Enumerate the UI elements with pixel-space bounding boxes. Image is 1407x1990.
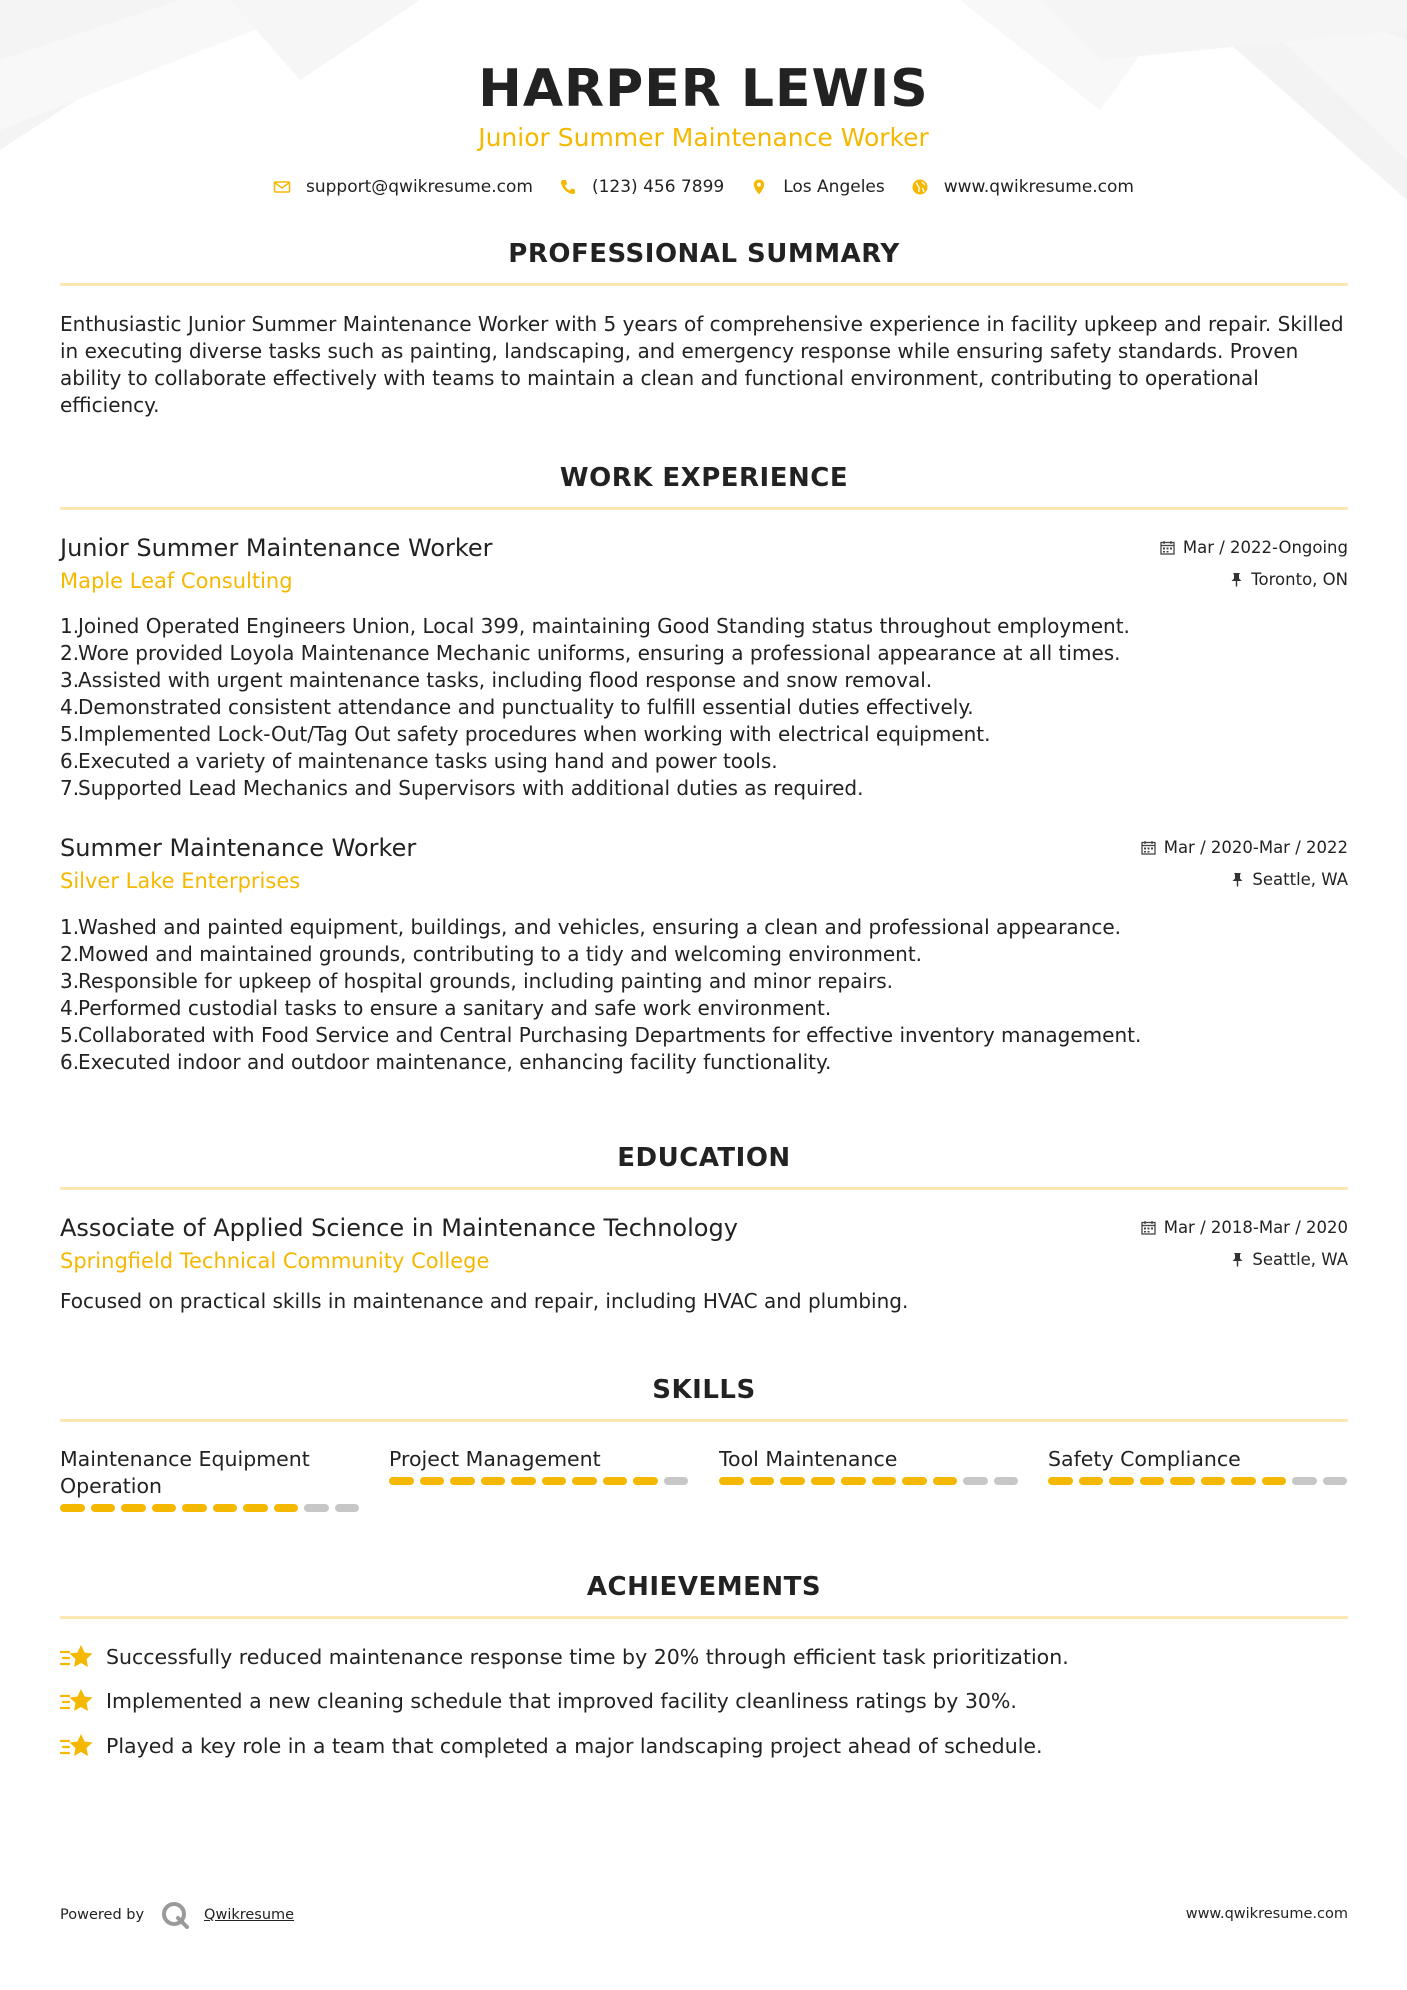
skills-divider — [60, 1419, 1348, 1422]
skill-segment-filled — [933, 1477, 958, 1485]
list-item: 4. Demonstrated consistent attendance and punctuality to fulfill essential duties effectively. — [60, 695, 974, 719]
job-location-text: Seattle, WA — [1252, 870, 1348, 889]
star-icon — [60, 1731, 94, 1761]
skill-segment-filled — [121, 1504, 146, 1512]
job-date — [1141, 838, 1348, 857]
achievement-text: Successfully reduced maintenance response time by 20% through efficient task prioritization. — [106, 1645, 1069, 1669]
skill-segment-filled — [542, 1477, 567, 1485]
education-description: Focused on practical skills in maintenance and repair, including HVAC and plumbing. — [60, 1289, 909, 1313]
skill-level-bar — [1048, 1477, 1348, 1485]
skill-segment-filled — [182, 1504, 207, 1512]
degree-title: Associate of Applied Science in Maintenance Technology — [60, 1214, 738, 1242]
phone-icon — [559, 178, 577, 196]
achievement-item — [60, 1686, 1348, 1716]
candidate-name: HARPER LEWIS — [478, 59, 929, 119]
list-item: 5. Implemented Lock-Out/Tag Out safety procedures when working with electrical equipment. — [60, 722, 991, 746]
skill-segment-empty — [664, 1477, 689, 1485]
list-item: 6. Executed indoor and outdoor maintenance, enhancing facility functionality. — [60, 1050, 832, 1074]
list-item: 5. Collaborated with Food Service and Central Purchasing Departments for effective inventory management. — [60, 1023, 1142, 1047]
calendar-icon — [1141, 840, 1156, 855]
powered-by-label: Powered by — [60, 1907, 145, 1923]
skills-heading: SKILLS — [652, 1375, 756, 1405]
skill-level-bar — [719, 1477, 1019, 1485]
achievement-text: Implemented a new cleaning schedule that improved facility cleanliness ratings by 30%. — [106, 1689, 1017, 1713]
location-text: Los Angeles — [783, 177, 885, 197]
contact-email[interactable] — [273, 177, 533, 197]
skill-item — [719, 1446, 1019, 1485]
skill-item — [389, 1446, 689, 1485]
job-date-text: Mar / 2022-Ongoing — [1182, 538, 1348, 557]
skill-segment-filled — [243, 1504, 268, 1512]
education-divider — [60, 1187, 1348, 1190]
skill-segment-empty — [1292, 1477, 1317, 1485]
skill-label: Maintenance Equipment Operation — [60, 1447, 310, 1498]
skill-segment-empty — [304, 1504, 329, 1512]
education-location-text: Seattle, WA — [1252, 1250, 1348, 1269]
job-entry-header — [60, 534, 1348, 594]
skill-segment-filled — [389, 1477, 414, 1485]
skill-segment-empty — [963, 1477, 988, 1485]
skill-segment-filled — [152, 1504, 177, 1512]
pushpin-icon — [1231, 1252, 1244, 1267]
skill-segment-filled — [1140, 1477, 1165, 1485]
skill-segment-empty — [1323, 1477, 1348, 1485]
achievement-item — [60, 1642, 1348, 1672]
pushpin-icon — [1231, 872, 1244, 887]
school-name: Springfield Technical Community College — [60, 1249, 490, 1273]
skill-segment-filled — [841, 1477, 866, 1485]
education-heading: EDUCATION — [617, 1143, 791, 1173]
skill-segment-filled — [1262, 1477, 1287, 1485]
education-entry-header — [60, 1214, 1348, 1274]
footer-powered-by — [60, 1900, 294, 1930]
skill-segment-filled — [902, 1477, 927, 1485]
achievements-divider — [60, 1616, 1348, 1619]
achievement-text: Played a key role in a team that completed a major landscaping project ahead of schedule. — [106, 1734, 1043, 1758]
envelope-icon — [273, 178, 291, 196]
skill-segment-filled — [60, 1504, 85, 1512]
job-date-text: Mar / 2020-Mar / 2022 — [1163, 838, 1348, 857]
job-title: Junior Summer Maintenance Worker — [60, 534, 493, 562]
phone-text: (123) 456 7899 — [591, 177, 725, 197]
job-location-text: Toronto, ON — [1251, 570, 1348, 589]
skills-grid — [60, 1446, 1348, 1526]
summary-divider — [60, 283, 1348, 286]
calendar-icon — [1160, 540, 1175, 555]
star-icon — [60, 1686, 94, 1716]
job-duties-list — [60, 914, 1350, 1076]
star-icon — [60, 1642, 94, 1672]
job-location — [1231, 870, 1348, 889]
education-date-text: Mar / 2018-Mar / 2020 — [1163, 1218, 1348, 1237]
contact-location — [750, 177, 885, 197]
skill-item — [1048, 1446, 1348, 1485]
skill-segment-filled — [872, 1477, 897, 1485]
skill-segment-filled — [572, 1477, 597, 1485]
list-item: 7. Supported Lead Mechanics and Supervisors with additional duties as required. — [60, 776, 864, 800]
skill-item — [60, 1446, 360, 1512]
education-date — [1141, 1218, 1348, 1237]
footer-website[interactable]: www.qwikresume.com — [1185, 1906, 1348, 1922]
experience-heading: WORK EXPERIENCE — [559, 463, 849, 493]
skill-label: Safety Compliance — [1048, 1447, 1241, 1471]
skill-segment-filled — [603, 1477, 628, 1485]
skill-segment-filled — [450, 1477, 475, 1485]
job-company: Silver Lake Enterprises — [60, 869, 301, 893]
list-item: 1. Joined Operated Engineers Union, Local 399, maintaining Good Standing status throughout employment. — [60, 614, 1130, 638]
skill-level-bar — [60, 1504, 360, 1512]
job-title: Summer Maintenance Worker — [60, 834, 417, 862]
skill-level-bar — [389, 1477, 689, 1485]
contact-website[interactable] — [911, 177, 1134, 197]
globe-icon — [911, 178, 929, 196]
list-item: 2. Wore provided Loyola Maintenance Mechanic uniforms, ensuring a professional appearance at all times. — [60, 641, 1121, 665]
list-item: 4. Performed custodial tasks to ensure a sanitary and safe work environment. — [60, 996, 832, 1020]
skill-segment-filled — [633, 1477, 658, 1485]
list-item: 6. Executed a variety of maintenance tasks using hand and power tools. — [60, 749, 778, 773]
job-entry-header — [60, 834, 1348, 894]
pushpin-icon — [1230, 572, 1243, 587]
skill-label: Tool Maintenance — [719, 1447, 898, 1471]
list-item: 2. Mowed and maintained grounds, contributing to a tidy and welcoming environment. — [60, 942, 923, 966]
candidate-title: Junior Summer Maintenance Worker — [478, 123, 929, 152]
skill-segment-filled — [1170, 1477, 1195, 1485]
skill-segment-filled — [750, 1477, 775, 1485]
summary-heading: PROFESSIONAL SUMMARY — [508, 239, 900, 269]
education-location — [1231, 1250, 1348, 1269]
skill-segment-empty — [994, 1477, 1019, 1485]
list-item: 1. Washed and painted equipment, buildings, and vehicles, ensuring a clean and professional appearance. — [60, 915, 1121, 939]
job-location — [1230, 570, 1348, 589]
job-duties-list — [60, 613, 1350, 802]
skill-segment-filled — [719, 1477, 744, 1485]
skill-segment-filled — [481, 1477, 506, 1485]
list-item: 3. Responsible for upkeep of hospital grounds, including painting and minor repairs. — [60, 969, 893, 993]
job-date — [1160, 538, 1348, 557]
skill-segment-filled — [780, 1477, 805, 1485]
skill-segment-filled — [91, 1504, 116, 1512]
skill-segment-filled — [811, 1477, 836, 1485]
contact-phone[interactable] — [559, 177, 724, 197]
skill-segment-filled — [1048, 1477, 1073, 1485]
list-item: 3. Assisted with urgent maintenance tasks, including flood response and snow removal. — [60, 668, 933, 692]
achievement-item — [60, 1731, 1348, 1761]
qwikresume-logo-icon — [160, 1900, 190, 1930]
skill-segment-filled — [1109, 1477, 1134, 1485]
map-pin-icon — [750, 178, 768, 196]
website-text: www.qwikresume.com — [943, 177, 1134, 197]
skill-segment-filled — [1201, 1477, 1226, 1485]
skill-label: Project Management — [389, 1447, 601, 1471]
email-text: support@qwikresume.com — [306, 177, 533, 197]
contact-bar — [0, 174, 1407, 200]
brand-link[interactable]: Qwikresume — [204, 1907, 295, 1923]
calendar-icon — [1141, 1220, 1156, 1235]
achievements-heading: ACHIEVEMENTS — [586, 1572, 822, 1602]
job-company: Maple Leaf Consulting — [60, 569, 293, 593]
skill-segment-filled — [213, 1504, 238, 1512]
skill-segment-filled — [511, 1477, 536, 1485]
skill-segment-filled — [274, 1504, 299, 1512]
experience-divider — [60, 507, 1348, 510]
skill-segment-filled — [1231, 1477, 1256, 1485]
skill-segment-filled — [1079, 1477, 1104, 1485]
resume-header — [0, 58, 1407, 200]
skill-segment-filled — [420, 1477, 445, 1485]
summary-text: Enthusiastic Junior Summer Maintenance Worker with 5 years of comprehensive experience in facility upkeep and repair. Skilled in executing diverse tasks such as painting, landscaping, and emergency response while ensuring safety standards. Proven ability to collaborate effectively with teams to maintain a clean and functional environment, contributing to operational efficiency. — [60, 312, 1344, 417]
skill-segment-empty — [335, 1504, 360, 1512]
